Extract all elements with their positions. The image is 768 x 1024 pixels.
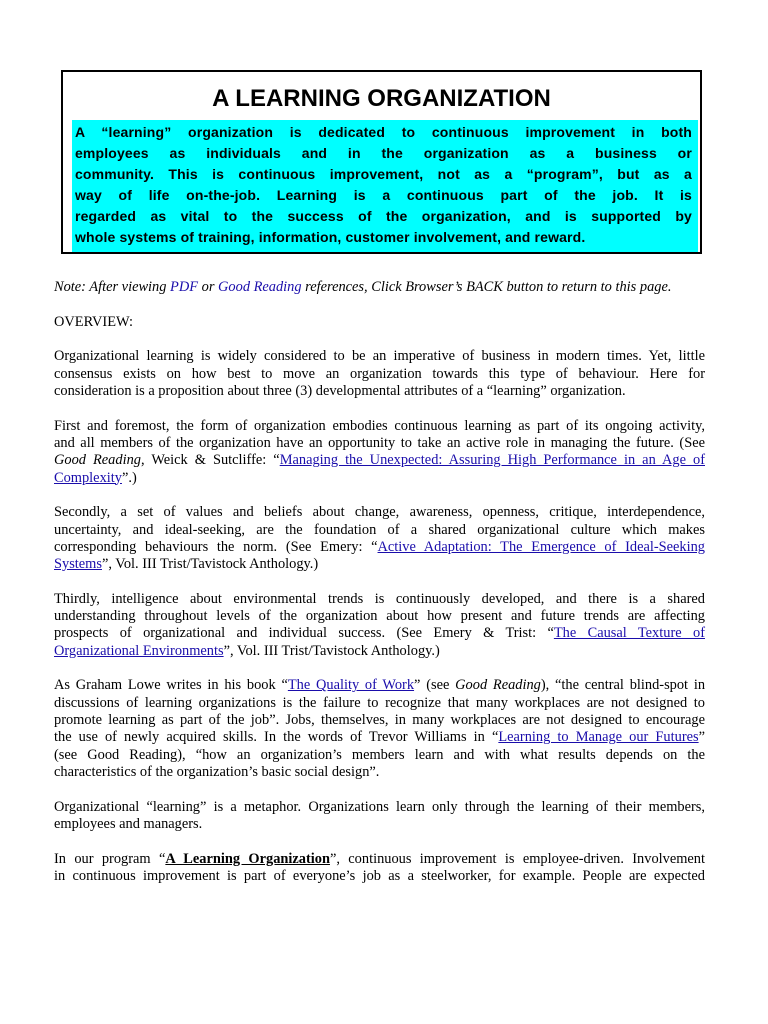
managing-unexpected-link[interactable]: Managing the Unexpected: Assuring High Performance in an Age of — [279, 452, 705, 469]
text-fragment: ), “the central blind-spot in — [540, 677, 706, 694]
text-line: consideration is a proposition about three (3) developmental attributes of a “learning” organization. — [54, 382, 626, 399]
page-title: A LEARNING ORGANIZATION — [212, 85, 551, 112]
text-fragment: ”, Vol. III Trist/Tavistock Anthology.) — [223, 642, 440, 659]
text-line: Secondly, a set of values and beliefs about change, awareness, openness, critique, interdependence, — [54, 504, 705, 521]
quality-of-work-link[interactable]: The Quality of Work — [287, 677, 415, 694]
note-suffix: references, Click Browser’s BACK button to return to this page. — [301, 279, 672, 295]
systems-link[interactable]: Systems — [54, 556, 102, 573]
pdf-link[interactable]: PDF — [170, 279, 199, 295]
text-line: Organizational learning is widely considered to be an imperative of business in modern times. Yet, little — [54, 348, 705, 365]
document-body — [54, 279, 705, 903]
paragraph-first — [54, 418, 705, 487]
text-line — [54, 556, 705, 573]
note-prefix: Note: After viewing — [54, 279, 171, 295]
definition-line: employees as individuals and in the organization as a business or — [75, 145, 692, 161]
definition-line: community. This is continuous improvement, not as a “program”, but as a — [75, 166, 692, 182]
paragraph-program — [54, 851, 705, 886]
text-line — [54, 729, 705, 746]
text-fragment: ”, Vol. III Trist/Tavistock Anthology.) — [101, 556, 319, 573]
text-fragment: the use of newly acquired skills. In the words of Trevor Williams in “ — [54, 729, 499, 746]
text-line — [54, 470, 705, 487]
title-box — [61, 70, 702, 254]
text-fragment: , Weick & Sutcliffe: “ — [140, 452, 280, 469]
text-line: (see Good Reading), “how an organization’s members learn and with what results depends on the — [54, 746, 705, 763]
definition-line: way of life on-the-job. Learning is a continuous part of the job. It is — [75, 187, 692, 203]
manage-futures-link[interactable]: Learning to Manage our Futures — [498, 729, 699, 746]
paragraph-intro — [54, 348, 705, 400]
program-name: A Learning Organization — [165, 850, 330, 867]
definition-line: regarded as vital to the success of the organization, and is supported by — [75, 208, 692, 224]
text-fragment: prospects of organizational and individual success. (See Emery & Trist: “ — [54, 625, 554, 642]
text-fragment: As Graham Lowe writes in his book “ — [54, 677, 288, 694]
text-line: Organizational “learning” is a metaphor. Organizations learn only through the learning of their members, — [54, 798, 705, 815]
overview-heading: OVERVIEW: — [54, 313, 134, 330]
organizational-environments-link[interactable]: Organizational Environments — [54, 642, 224, 659]
text-line — [54, 452, 705, 469]
causal-texture-link[interactable]: The Causal Texture of — [553, 625, 705, 642]
text-fragment: ” (see — [414, 677, 456, 694]
text-line: in continuous improvement is part of everyone’s job as a steelworker, for example. People are expected — [54, 867, 705, 884]
navigation-note — [54, 279, 705, 296]
text-line: discussions of learning organizations is the failure to recognize that many workplaces are not designed to — [54, 694, 705, 711]
active-adaptation-link[interactable]: Active Adaptation: The Emergence of Ideal-Seeking — [377, 538, 705, 555]
text-line: Thirdly, intelligence about environmental trends is continuously developed, and there is a shared — [54, 590, 705, 607]
text-fragment: In our program “ — [54, 850, 166, 867]
text-fragment: corresponding behaviours the norm. (See Emery: “ — [54, 538, 378, 555]
text-fragment: ”, continuous improvement is employee-driven. Involvement — [329, 850, 705, 867]
good-reading-link[interactable]: Good Reading — [218, 279, 302, 295]
text-line: characteristics of the organization’s basic social design”. — [54, 763, 380, 780]
definition-highlight — [72, 120, 698, 252]
text-line: and all members of the organization have an opportunity to take an active role in managing the future. (See — [54, 434, 705, 451]
note-or: or — [198, 279, 219, 295]
definition-line: whole systems of training, information, customer involvement, and reward. — [75, 229, 586, 245]
text-line — [54, 539, 705, 556]
text-line: understanding throughout levels of the organization about how present and future trends are affecting — [54, 608, 705, 625]
paragraph-third — [54, 591, 705, 660]
text-fragment: ”.) — [121, 469, 137, 486]
text-line: consensus exists on how best to move an organization towards this type of behaviour. Here for — [54, 365, 705, 382]
paragraph-second — [54, 504, 705, 573]
text-line: employees and managers. — [54, 815, 203, 832]
text-line — [54, 643, 705, 660]
good-reading-ref: Good Reading — [54, 452, 141, 469]
definition-line: A “learning” organization is dedicated to continuous improvement in both — [75, 124, 692, 140]
text-line — [54, 677, 705, 694]
text-line: promote learning as part of the job”. Jobs, themselves, in many workplaces are not designed to encourage — [54, 711, 705, 728]
good-reading-ref: Good Reading — [455, 677, 541, 694]
text-line — [54, 851, 705, 868]
text-line — [54, 625, 705, 642]
paragraph-lowe — [54, 677, 705, 781]
text-line: uncertainty, and ideal-seeking, are the foundation of a shared organizational culture which makes — [54, 521, 705, 538]
text-line: First and foremost, the form of organization embodies continuous learning as part of its ongoing activity, — [54, 417, 705, 434]
complexity-link[interactable]: Complexity — [54, 469, 122, 486]
text-fragment: ” — [698, 729, 705, 746]
paragraph-metaphor — [54, 799, 705, 834]
